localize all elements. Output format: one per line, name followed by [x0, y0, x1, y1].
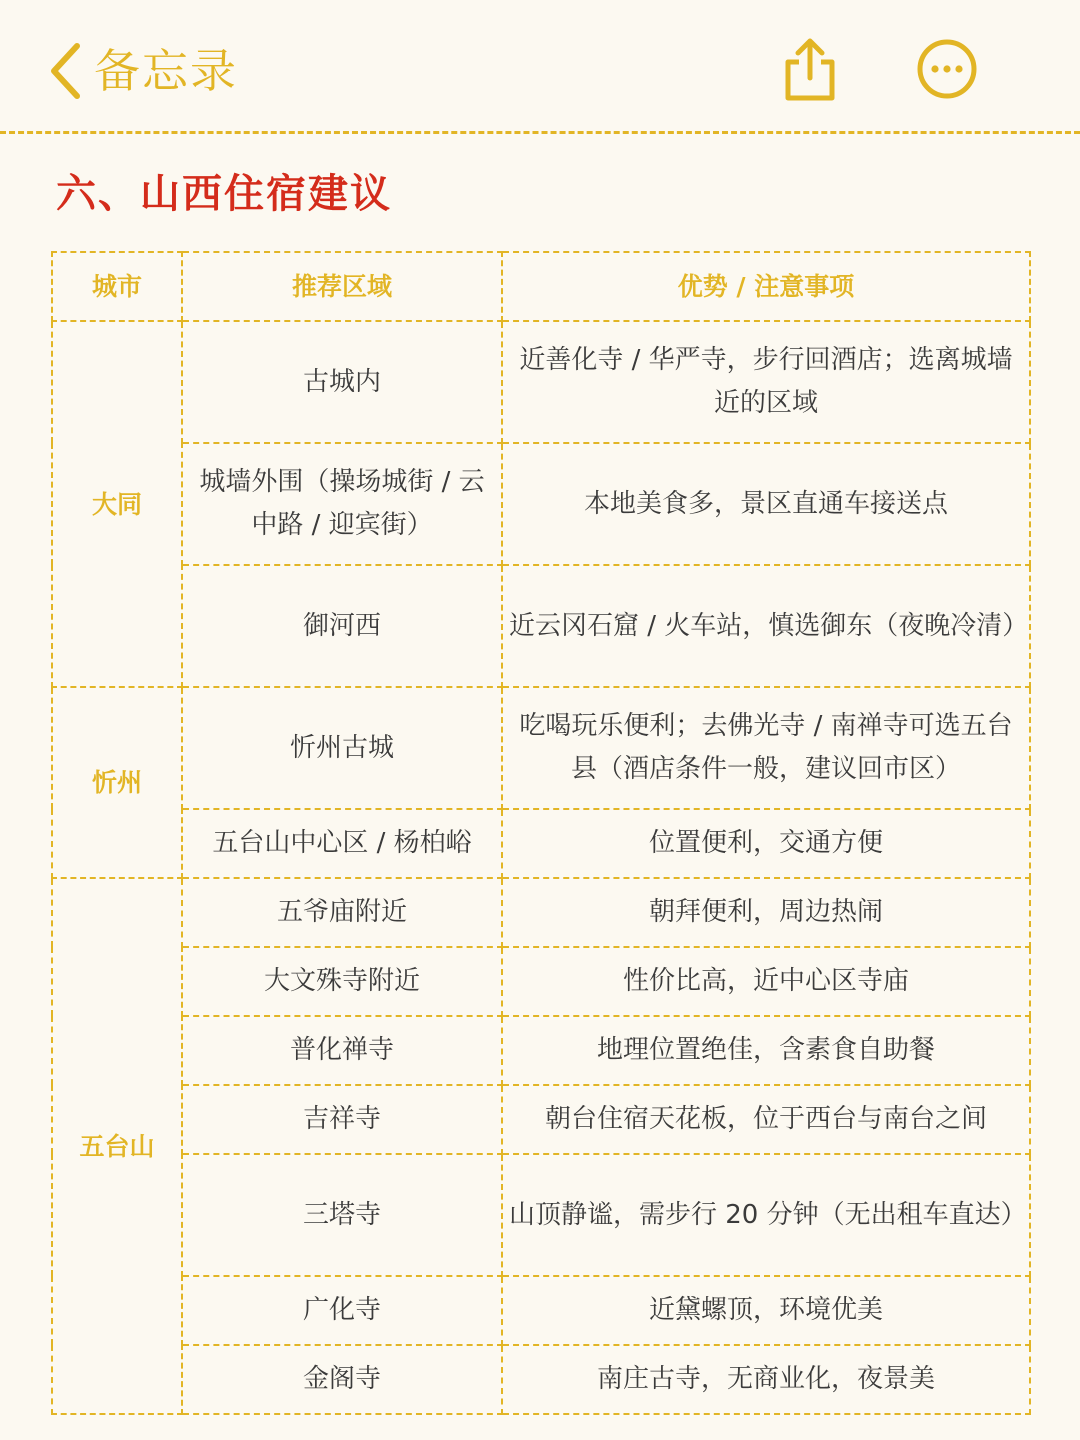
back-label: 备忘录: [94, 44, 238, 98]
note-cell: 朝拜便利，周边热闹: [502, 878, 1030, 947]
note-cell: 南庄古寺，无商业化，夜景美: [502, 1345, 1030, 1414]
table-row: [52, 565, 1030, 687]
note-cell: 本地美食多，景区直通车接送点: [502, 443, 1030, 565]
area-cell: 大文殊寺附近: [182, 947, 502, 1016]
table-row: [52, 878, 1030, 947]
city-cell: 五台山: [52, 878, 182, 1414]
header-notes: 优势 / 注意事项: [502, 252, 1030, 321]
note-cell: 吃喝玩乐便利；去佛光寺 / 南禅寺可选五台县（酒店条件一般，建议回市区）: [502, 687, 1030, 809]
section-title: 六、山西住宿建议: [56, 171, 392, 217]
area-cell: 忻州古城: [182, 687, 502, 809]
table-row: [52, 687, 1030, 809]
area-cell: 城墙外围（操场城街 / 云中路 / 迎宾街）: [182, 443, 502, 565]
lodging-table: [51, 251, 1031, 1415]
table-row: [52, 1154, 1030, 1276]
chevron-left-icon: [48, 42, 82, 100]
note-cell: 近云冈石窟 / 火车站，慎选御东（夜晚冷清）: [502, 565, 1030, 687]
note-cell: 地理位置绝佳，含素食自助餐: [502, 1016, 1030, 1085]
area-cell: 五台山中心区 / 杨柏峪: [182, 809, 502, 878]
table-row: [52, 947, 1030, 1016]
area-cell: 广化寺: [182, 1276, 502, 1345]
city-cell: 忻州: [52, 687, 182, 878]
table-row: [52, 1345, 1030, 1414]
area-cell: 五爷庙附近: [182, 878, 502, 947]
area-cell: 普化禅寺: [182, 1016, 502, 1085]
area-cell: 三塔寺: [182, 1154, 502, 1276]
share-button[interactable]: [780, 36, 840, 102]
table-row: [52, 443, 1030, 565]
table-header-row: [52, 252, 1030, 321]
share-icon: [780, 87, 840, 106]
table-row: [52, 1276, 1030, 1345]
header-divider: [0, 131, 1080, 134]
table-row: [52, 1085, 1030, 1154]
city-cell: 大同: [52, 321, 182, 687]
header-city: 城市: [52, 252, 182, 321]
note-cell: 山顶静谧，需步行 20 分钟（无出租车直达）: [502, 1154, 1030, 1276]
note-cell: 位置便利，交通方便: [502, 809, 1030, 878]
back-button[interactable]: [48, 36, 238, 106]
area-cell: 金阁寺: [182, 1345, 502, 1414]
note-cell: 近善化寺 / 华严寺，步行回酒店；选离城墙近的区域: [502, 321, 1030, 443]
note-cell: 性价比高，近中心区寺庙: [502, 947, 1030, 1016]
table-row: [52, 809, 1030, 878]
table-row: [52, 321, 1030, 443]
note-cell: 近黛螺顶，环境优美: [502, 1276, 1030, 1345]
table-row: [52, 1016, 1030, 1085]
area-cell: 御河西: [182, 565, 502, 687]
navigation-bar: [0, 0, 1080, 130]
more-button[interactable]: [916, 38, 978, 100]
note-cell: 朝台住宿天花板，位于西台与南台之间: [502, 1085, 1030, 1154]
more-icon: [916, 85, 978, 104]
header-area: 推荐区域: [182, 252, 502, 321]
area-cell: 古城内: [182, 321, 502, 443]
area-cell: 吉祥寺: [182, 1085, 502, 1154]
